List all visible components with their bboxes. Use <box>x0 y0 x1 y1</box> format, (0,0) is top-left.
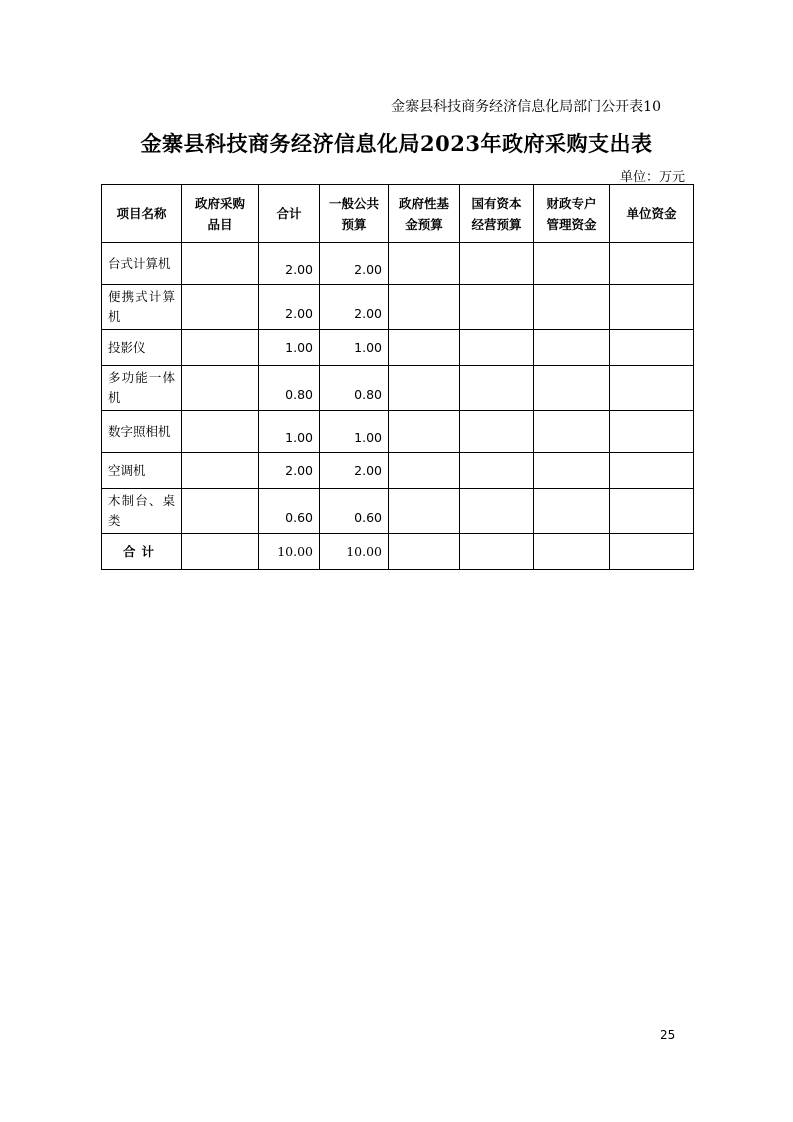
row-state-capital <box>460 489 534 534</box>
row-general-budget: 0.60 <box>320 489 389 534</box>
total-row <box>102 534 694 570</box>
total-row-total: 10.00 <box>259 534 320 570</box>
row-unit-funds <box>610 411 694 453</box>
row-total: 0.60 <box>259 489 320 534</box>
row-name: 木制台、桌类 <box>102 489 182 534</box>
row-fund-budget <box>389 243 460 285</box>
row-category <box>182 285 259 330</box>
column-header-fund-budget: 政府性基 金预算 <box>389 185 460 243</box>
row-name: 投影仪 <box>102 330 182 366</box>
table-row <box>102 489 694 534</box>
row-general-budget: 2.00 <box>320 453 389 489</box>
row-name: 多功能一体机 <box>102 366 182 411</box>
document-title: 金寨县科技商务经济信息化局2023年政府采购支出表 <box>140 131 653 156</box>
row-total: 0.80 <box>259 366 320 411</box>
table-row <box>102 366 694 411</box>
row-name: 空调机 <box>102 453 182 489</box>
row-category <box>182 489 259 534</box>
table-row <box>102 330 694 366</box>
row-general-budget: 2.00 <box>320 285 389 330</box>
row-category <box>182 453 259 489</box>
total-row-special-account <box>534 534 610 570</box>
row-name: 数字照相机 <box>102 411 182 453</box>
row-fund-budget <box>389 453 460 489</box>
total-row-category <box>182 534 259 570</box>
row-special-account <box>534 366 610 411</box>
table-row <box>102 453 694 489</box>
row-general-budget: 2.00 <box>320 243 389 285</box>
row-name: 便携式计算机 <box>102 285 182 330</box>
row-unit-funds <box>610 489 694 534</box>
row-total: 1.00 <box>259 330 320 366</box>
procurement-table <box>101 184 694 570</box>
row-state-capital <box>460 285 534 330</box>
total-row-general-budget: 10.00 <box>320 534 389 570</box>
row-special-account <box>534 453 610 489</box>
row-special-account <box>534 330 610 366</box>
total-row-unit-funds <box>610 534 694 570</box>
page-number: 25 <box>660 1028 676 1042</box>
row-state-capital <box>460 411 534 453</box>
row-state-capital <box>460 453 534 489</box>
table-header-row <box>102 185 694 243</box>
row-fund-budget <box>389 285 460 330</box>
row-category <box>182 330 259 366</box>
row-special-account <box>534 411 610 453</box>
table-row <box>102 243 694 285</box>
row-category <box>182 366 259 411</box>
table-row <box>102 285 694 330</box>
column-header-general-budget: 一般公共 预算 <box>320 185 389 243</box>
column-header-special-account: 财政专户 管理资金 <box>534 185 610 243</box>
row-unit-funds <box>610 453 694 489</box>
unit-label: 单位：万元 <box>619 170 685 185</box>
column-header-category: 政府采购 品目 <box>182 185 259 243</box>
column-header-unit-funds: 单位资金 <box>610 185 694 243</box>
row-unit-funds <box>610 330 694 366</box>
row-special-account <box>534 285 610 330</box>
row-special-account <box>534 489 610 534</box>
row-total: 2.00 <box>259 453 320 489</box>
row-general-budget: 1.00 <box>320 411 389 453</box>
column-header-state-capital: 国有资本 经营预算 <box>460 185 534 243</box>
table-row <box>102 411 694 453</box>
row-category <box>182 411 259 453</box>
row-unit-funds <box>610 285 694 330</box>
row-general-budget: 0.80 <box>320 366 389 411</box>
total-row-state-capital <box>460 534 534 570</box>
row-fund-budget <box>389 411 460 453</box>
total-row-label: 合计 <box>102 534 182 570</box>
row-state-capital <box>460 243 534 285</box>
column-header-total: 合计 <box>259 185 320 243</box>
column-header-item-name: 项目名称 <box>102 185 182 243</box>
row-fund-budget <box>389 366 460 411</box>
row-name: 台式计算机 <box>102 243 182 285</box>
row-fund-budget <box>389 330 460 366</box>
row-state-capital <box>460 366 534 411</box>
row-special-account <box>534 243 610 285</box>
row-unit-funds <box>610 243 694 285</box>
row-general-budget: 1.00 <box>320 330 389 366</box>
row-total: 2.00 <box>259 243 320 285</box>
row-total: 1.00 <box>259 411 320 453</box>
row-state-capital <box>460 330 534 366</box>
header-reference: 金寨县科技商务经济信息化局部门公开表10 <box>391 99 661 115</box>
row-unit-funds <box>610 366 694 411</box>
row-category <box>182 243 259 285</box>
row-fund-budget <box>389 489 460 534</box>
row-total: 2.00 <box>259 285 320 330</box>
total-row-fund-budget <box>389 534 460 570</box>
